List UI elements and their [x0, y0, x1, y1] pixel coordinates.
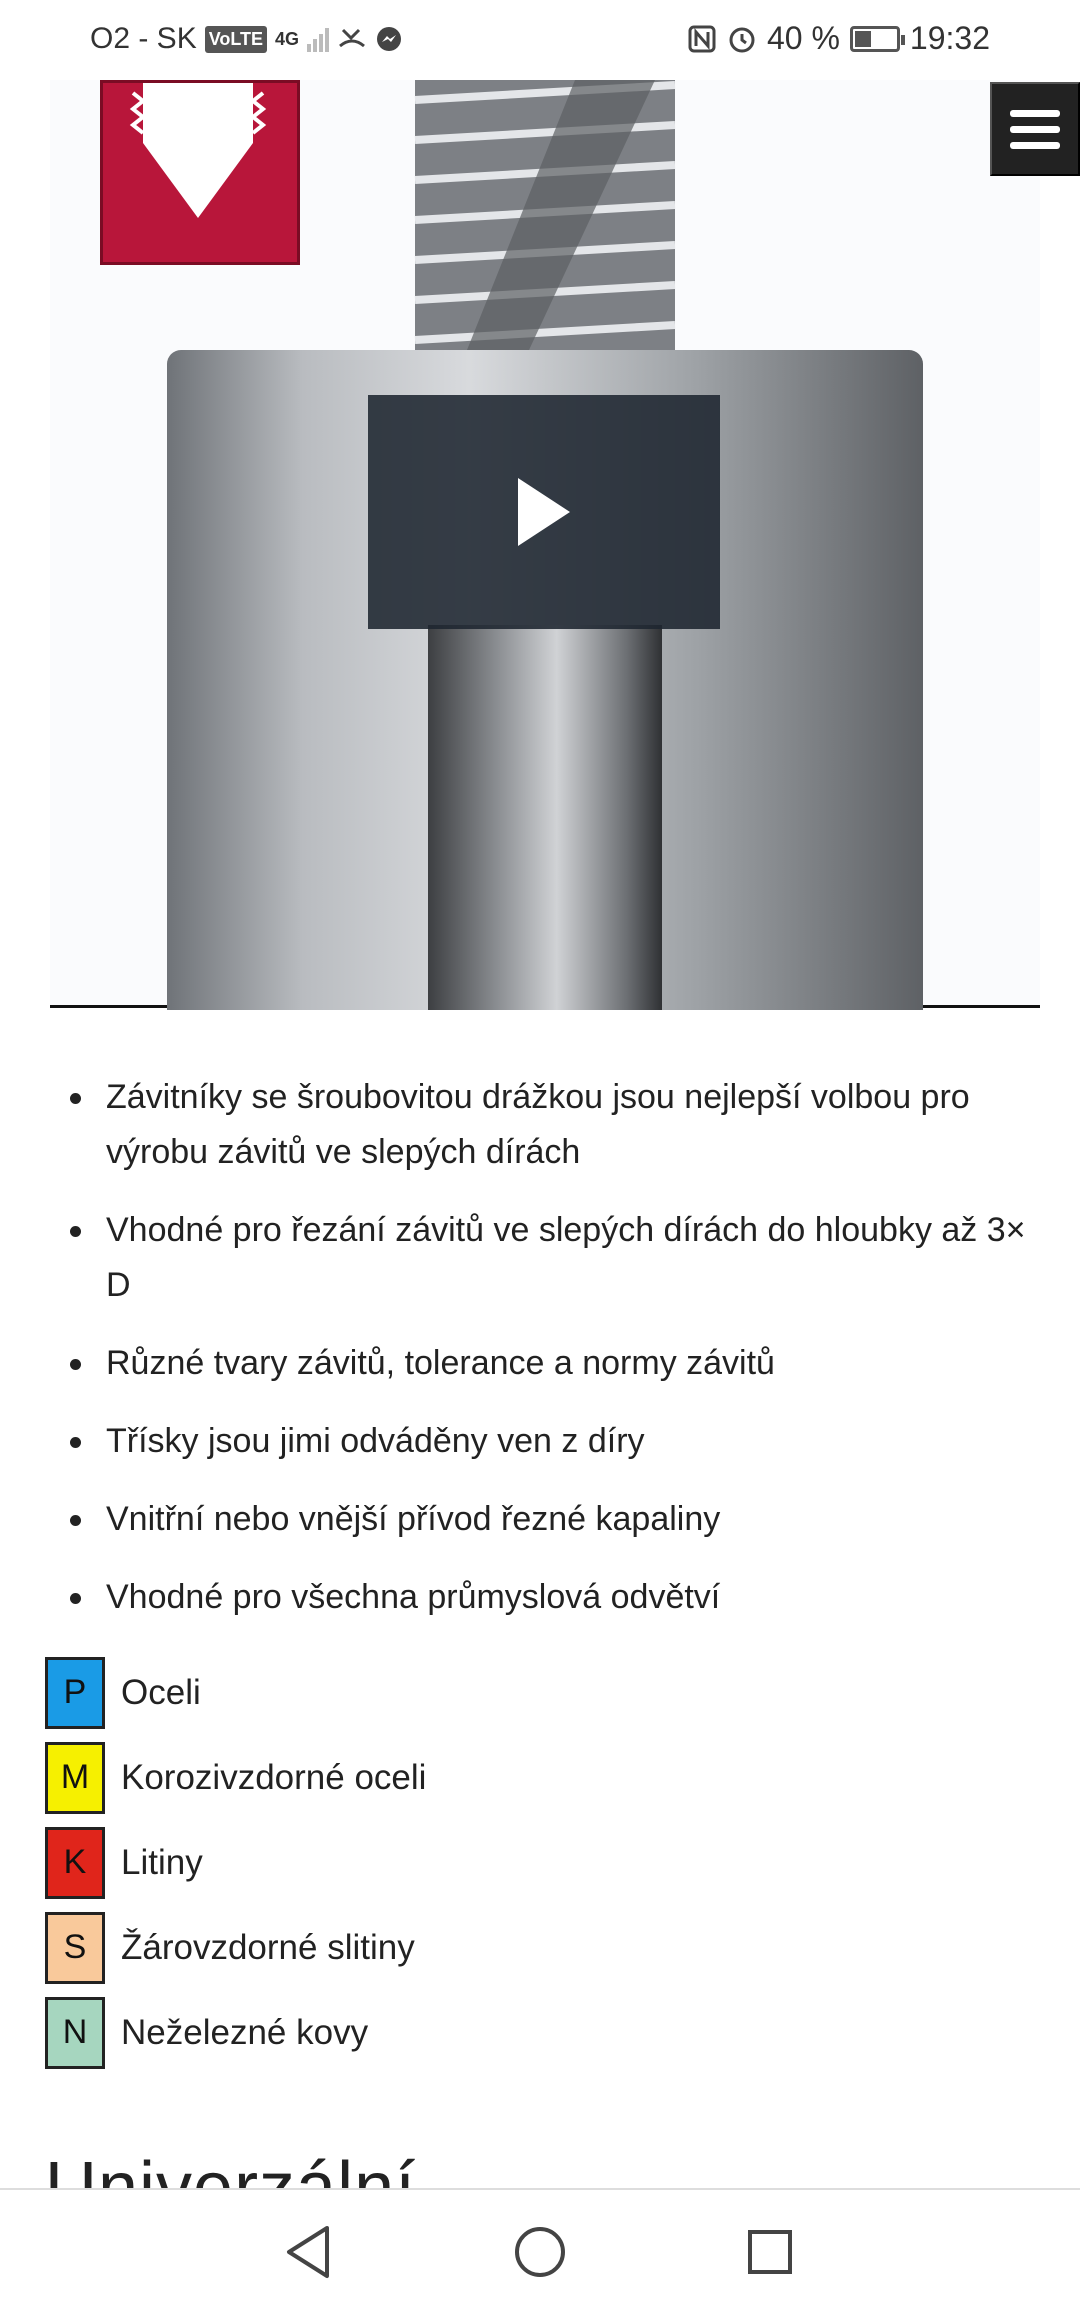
volte-badge: VoLTE — [205, 26, 267, 53]
material-label: Neželezné kovy — [121, 2012, 369, 2052]
feature-item: Vnitřní nebo vnější přívod řezné kapaliny — [70, 1492, 1040, 1547]
material-row — [45, 1820, 1025, 1905]
material-badge: M — [45, 1742, 105, 1814]
workpiece-bore — [428, 625, 662, 1010]
battery-fill — [855, 31, 871, 47]
material-label: Žárovzdorné slitiny — [121, 1927, 415, 1967]
feature-list — [70, 1070, 1040, 1648]
messenger-icon — [375, 25, 403, 53]
material-badge: N — [45, 1997, 105, 2069]
recents-button[interactable] — [738, 2220, 802, 2284]
home-button[interactable] — [508, 2220, 572, 2284]
material-badge: K — [45, 1827, 105, 1899]
material-row — [45, 1990, 1025, 2075]
status-left — [90, 22, 403, 56]
feature-item: Závitníky se šroubovitou drážkou jsou nejlepší volbou pro výrobu závitů ve slepých dírách — [70, 1070, 1040, 1180]
menu-line — [1010, 126, 1060, 133]
blind-hole-illustration — [100, 80, 300, 265]
status-right — [687, 20, 990, 57]
video-play-button[interactable] — [368, 395, 720, 629]
material-label: Litiny — [121, 1842, 203, 1882]
recents-icon — [746, 2228, 794, 2276]
nfc-icon — [687, 24, 717, 54]
battery-icon — [850, 26, 900, 52]
hamburger-menu-button[interactable] — [990, 82, 1080, 176]
material-label: Oceli — [121, 1672, 201, 1712]
home-icon — [513, 2225, 567, 2279]
back-button[interactable] — [276, 2220, 340, 2284]
network-type: 4G — [275, 28, 300, 49]
material-row — [45, 1650, 1025, 1735]
menu-line — [1010, 110, 1060, 117]
feature-item: Třísky jsou jimi odváděny ven z díry — [70, 1414, 1040, 1469]
product-video-thumbnail — [50, 80, 1040, 1008]
material-badge: S — [45, 1912, 105, 1984]
feature-item: Vhodné pro řezání závitů ve slepých dírách do hloubky až 3× D — [70, 1203, 1040, 1313]
material-row — [45, 1735, 1025, 1820]
material-label: Korozivzdorné oceli — [121, 1757, 427, 1797]
carrier-label: O2 - SK — [90, 22, 197, 55]
section-heading-partial — [45, 2150, 1045, 2188]
system-nav-bar — [0, 2188, 1080, 2312]
play-icon — [514, 474, 574, 550]
signal-icon — [307, 26, 329, 52]
feature-item: Různé tvary závitů, tolerance a normy závitů — [70, 1336, 1040, 1391]
material-row — [45, 1905, 1025, 1990]
material-groups — [45, 1650, 1025, 2075]
battery-percent: 40 % — [766, 20, 840, 56]
back-icon — [283, 2224, 333, 2280]
material-badge: P — [45, 1657, 105, 1729]
status-bar — [0, 0, 1080, 80]
clock: 19:32 — [909, 20, 990, 56]
missed-call-icon — [337, 26, 367, 52]
menu-line — [1010, 142, 1060, 149]
alarm-icon — [727, 24, 757, 54]
feature-item: Vhodné pro všechna průmyslová odvětví — [70, 1570, 1040, 1625]
tap-tool-illustration — [395, 80, 695, 380]
